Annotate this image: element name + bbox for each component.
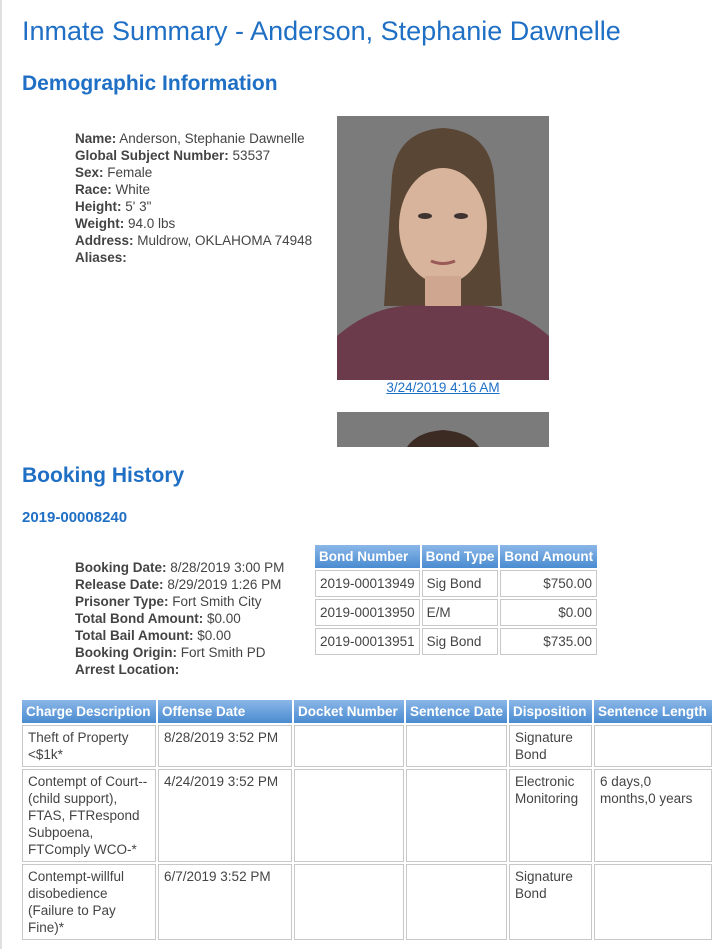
bond-amount-cell: $0.00 bbox=[500, 599, 597, 626]
docket-number-cell bbox=[294, 769, 404, 862]
table-row bbox=[22, 769, 712, 862]
bond-number-header[interactable]: Bond Number bbox=[315, 545, 420, 568]
offense-date-header[interactable]: Offense Date bbox=[158, 700, 292, 723]
bond-type-cell: Sig Bond bbox=[422, 628, 499, 655]
charge-description-cell: Contempt of Court--(child support), FTAS, FTRespond Subpoena, FTComply WCO-* bbox=[22, 769, 156, 862]
booking-number: 2019-00008240 bbox=[22, 509, 128, 526]
bond-number-cell: 2019-00013950 bbox=[315, 599, 420, 626]
offense-date-cell: 6/7/2019 3:52 PM bbox=[158, 864, 292, 940]
table-row bbox=[315, 628, 597, 655]
second-portrait-image bbox=[337, 412, 549, 447]
bond-amount-header[interactable]: Bond Amount bbox=[500, 545, 597, 568]
disposition-cell: Signature Bond bbox=[509, 864, 592, 940]
bond-table bbox=[313, 543, 599, 657]
table-row bbox=[315, 570, 597, 597]
charges-header-row bbox=[22, 700, 712, 723]
table-row bbox=[22, 864, 712, 940]
table-row bbox=[315, 599, 597, 626]
bond-number-cell: 2019-00013951 bbox=[315, 628, 420, 655]
field-total-bail-amount: Total Bail Amount: $0.00 bbox=[75, 628, 232, 643]
field-booking-date: Booking Date: 8/28/2019 3:00 PM bbox=[75, 560, 285, 575]
field-arrest-location: Arrest Location: bbox=[75, 662, 180, 677]
table-row bbox=[22, 725, 712, 767]
field-weight: Weight: 94.0 lbs bbox=[75, 216, 176, 231]
demographics-fields bbox=[75, 130, 312, 266]
bond-amount-cell: $750.00 bbox=[500, 570, 597, 597]
field-prisoner-type: Prisoner Type: Fort Smith City bbox=[75, 594, 262, 609]
offense-date-cell: 8/28/2019 3:52 PM bbox=[158, 725, 292, 767]
photo-date-link[interactable]: 3/24/2019 4:16 AM bbox=[386, 380, 500, 395]
sentence-length-cell bbox=[594, 864, 712, 940]
charge-description-header[interactable]: Charge Description bbox=[22, 700, 156, 723]
charge-description-cell: Contempt-willful disobedience (Failure to Pay Fine)* bbox=[22, 864, 156, 940]
field-sex: Sex: Female bbox=[75, 165, 153, 180]
bond-header-row bbox=[315, 545, 597, 568]
sentence-length-header[interactable]: Sentence Length bbox=[594, 700, 712, 723]
field-release-date: Release Date: 8/29/2019 1:26 PM bbox=[75, 577, 282, 592]
sentence-date-header[interactable]: Sentence Date bbox=[406, 700, 507, 723]
demographics-heading: Demographic Information bbox=[22, 72, 278, 95]
sentence-length-cell bbox=[594, 725, 712, 767]
bond-number-cell: 2019-00013949 bbox=[315, 570, 420, 597]
charge-description-cell: Theft of Property <$1k* bbox=[22, 725, 156, 767]
mugshot-photo[interactable] bbox=[337, 116, 549, 380]
field-address: Address: Muldrow, OKLAHOMA 74948 bbox=[75, 233, 313, 248]
field-aliases: Aliases: bbox=[75, 250, 127, 265]
field-booking-origin: Booking Origin: Fort Smith PD bbox=[75, 645, 266, 660]
sentence-date-cell bbox=[406, 769, 507, 862]
bond-type-header[interactable]: Bond Type bbox=[422, 545, 499, 568]
sentence-date-cell bbox=[406, 725, 507, 767]
charges-table bbox=[20, 698, 714, 942]
field-name: Name: Anderson, Stephanie Dawnelle bbox=[75, 131, 305, 146]
bond-amount-cell: $735.00 bbox=[500, 628, 597, 655]
docket-number-header[interactable]: Docket Number bbox=[294, 700, 404, 723]
field-total-bond-amount: Total Bond Amount: $0.00 bbox=[75, 611, 241, 626]
field-global-subject-number: Global Subject Number: 53537 bbox=[75, 148, 271, 163]
booking-history-heading: Booking History bbox=[22, 464, 185, 487]
sentence-date-cell bbox=[406, 864, 507, 940]
disposition-header[interactable]: Disposition bbox=[509, 700, 592, 723]
field-height: Height: 5' 3" bbox=[75, 199, 152, 214]
page-title: Inmate Summary - Anderson, Stephanie Dawnelle bbox=[22, 16, 621, 46]
booking-fields bbox=[75, 559, 284, 678]
docket-number-cell bbox=[294, 864, 404, 940]
bond-type-cell: Sig Bond bbox=[422, 570, 499, 597]
offense-date-cell: 4/24/2019 3:52 PM bbox=[158, 769, 292, 862]
portrait-image bbox=[337, 116, 549, 380]
page-left-border bbox=[0, 0, 2, 949]
bond-type-cell: E/M bbox=[422, 599, 499, 626]
disposition-cell: Electronic Monitoring bbox=[509, 769, 592, 862]
second-photo[interactable] bbox=[337, 412, 549, 447]
disposition-cell: Signature Bond bbox=[509, 725, 592, 767]
sentence-length-cell: 6 days,0 months,0 years bbox=[594, 769, 712, 862]
docket-number-cell bbox=[294, 725, 404, 767]
field-race: Race: White bbox=[75, 182, 151, 197]
